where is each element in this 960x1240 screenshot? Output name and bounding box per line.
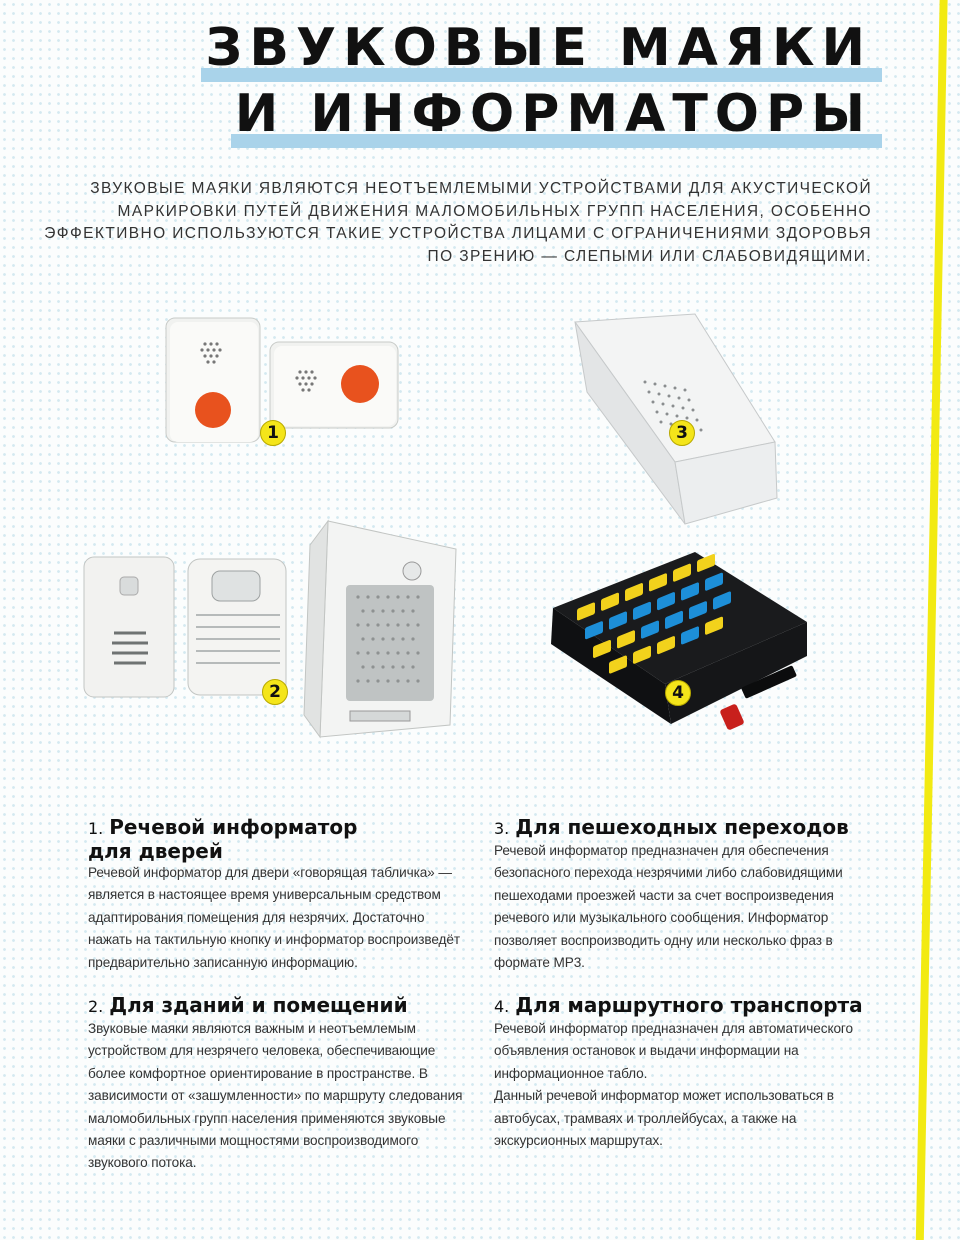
image-number-badge: 1 [260, 420, 286, 446]
section-body-extra: Данный речевой информатор может использоваться в автобусах, трамваях и троллейбусах, а также на экскурсионных маршрутах. [494, 1088, 834, 1149]
section-crossings [494, 816, 874, 974]
image-number-badge: 2 [262, 679, 288, 705]
page-title-line-1: ЗВУКОВЫЕ МАЯКИ [205, 22, 872, 74]
section-body: Речевой информатор предназначен для обеспечения безопасного перехода незрячими либо слабовидящими пешеходами проезжей части за счет воспроизведения речевого или музыкального сообщения. Информатор позволяет воспроизводить одну или несколько фраз в формате MP3. [494, 843, 843, 971]
section-heading: 1. Речевой информатор для дверей [88, 815, 358, 863]
intro-paragraph: ЗВУКОВЫЕ МАЯКИ ЯВЛЯЮТСЯ НЕОТЪЕМЛЕМЫМИ УСТРОЙСТВАМИ ДЛЯ АКУСТИЧЕСКОЙ МАРКИРОВКИ ПУТЕЙ ДВИЖЕНИЯ МАЛОМОБИЛЬНЫХ ГРУПП НАСЕЛЕНИЯ, ОСОБЕННО ЭФФЕКТИВНО ИСПОЛЬЗУЮТСЯ ТАКИЕ УСТРОЙСТВА ЛИЦАМИ С ОГРАНИЧЕНИЯМИ ЗДОРОВЬЯ ПО ЗРЕНИЮ — СЛЕПЫМИ ИЛИ СЛАБОВИДЯЩИМИ. [44, 180, 872, 265]
section-buildings [88, 994, 468, 1175]
door-informers-photo [160, 312, 405, 452]
section-body: Речевой информатор для двери «говорящая табличка» — является в настоящее время универсальным средством адаптирования помещения для незрячих. Достаточно нажать на тактильную кнопку и информатор воспроизведёт предварительно записанную информацию. [88, 865, 460, 970]
building-beacons-photo [78, 515, 463, 740]
section-body: Звуковые маяки являются важным и неотъемлемым устройством для незрячего человека, обеспечивающие более комфортное ориентирование в пространстве. В зависимости от «зашумленности» по маршруту следования маломобильных групп населения применяются звуковые маяки с различными мощностями воспроизводимого звукового потока. [88, 1021, 463, 1171]
section-heading: 3. Для пешеходных переходов [494, 815, 849, 839]
section-door-informer [88, 816, 468, 974]
crossing-informer-photo [565, 312, 780, 527]
section-heading: 2. Для зданий и помещений [88, 993, 408, 1017]
image-number-badge: 4 [665, 680, 691, 706]
image-number-badge: 3 [669, 420, 695, 446]
page-title-line-2: И ИНФОРМАТОРЫ [235, 88, 872, 140]
yellow-edge-line [915, 0, 948, 1240]
transport-informer-photo [545, 548, 815, 758]
section-body: Речевой информатор предназначен для автоматического объявления остановок и выдачи информации на информационное табло. [494, 1021, 853, 1081]
section-heading: 4. Для маршрутного транспорта [494, 993, 863, 1017]
section-transport [494, 994, 874, 1152]
